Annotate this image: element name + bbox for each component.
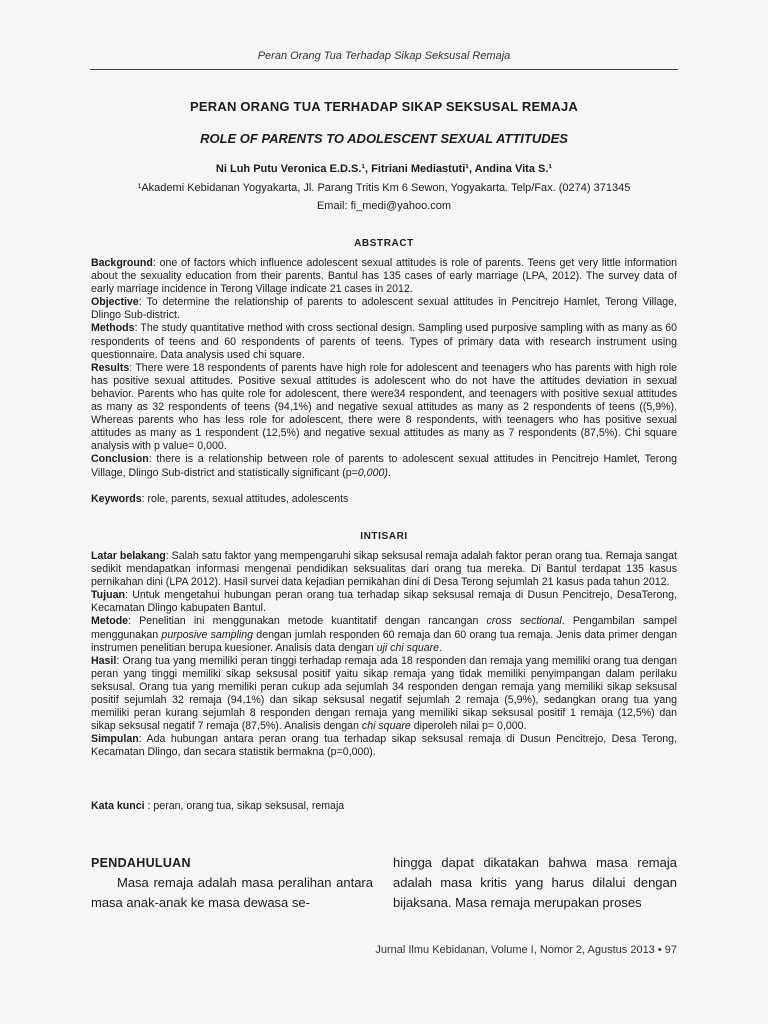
intisari-latar xyxy=(91,550,677,589)
body-paragraph: hingga dapat dikatakan bahwa masa remaja adalah masa kritis yang harus dilalui dengan bijaksana. Masa remaja merupakan proses xyxy=(393,855,677,911)
abstract-heading: ABSTRACT xyxy=(354,238,414,249)
intisari-hasil xyxy=(91,655,677,734)
abstract-objective xyxy=(91,296,677,322)
email: Email: fi_medi@yahoo.com xyxy=(316,200,452,212)
p-value: 0,000) xyxy=(357,466,388,479)
label: Tujuan xyxy=(91,589,125,602)
label: Latar belakang xyxy=(91,550,166,562)
italic-term: uji chi square xyxy=(376,641,440,654)
running-head: Peran Orang Tua Terhadap Sikap Seksusal Remaja xyxy=(257,50,511,62)
label: Background xyxy=(91,257,153,269)
label: Results xyxy=(91,361,130,374)
label: Methods xyxy=(91,322,135,335)
italic-term: purposive sampling xyxy=(161,628,254,641)
affiliation: ¹Akademi Kebidanan Yogyakarta, Jl. Parang Tritis Km 6 Sewon, Yogyakarta. Telp/Fax. (0274) 371345 xyxy=(137,182,631,194)
text: : Untuk mengetahui hubungan peran orang tua terhadap sikap seksusal remaja di Dusun Pencitrejo, DesaTerong, Kecamatan Dlingo kabupaten Bantul. xyxy=(91,589,677,615)
intisari-keywords xyxy=(91,800,677,812)
intisari-body xyxy=(91,550,677,760)
text: : Orang tua yang memiliki peran tinggi terhadap remaja ada 18 responden dan remaja yang memiliki orang tua dengan peran yang tinggi memiliki sikap seksusal positif yaitu sikap remaja yang tidak memiliki penyimpangan dalam perilaku seksusal. Orang tua yang memiliki peran cukup ada sejumlah 34 responden dengan remaja yang memiliki sikap seksusal positif sejumlah 32 remaja (94,1%) dan sikap seksusal negatif sejumlah 2 remaja (5,9%), sedangkan orang tua yang memiliki peran kurang sejumlah 8 responden dengan remaja yang memiliki sikap seksusal positif 1 remaja (12,5%) dan sikap seksusal negatif 7 remaja (87,5%). Analisis dengan xyxy=(91,654,677,733)
text: : There were 18 respondents of parents have high role for adolescent and teenagers who has parents with high role has positive sexual attitudes. Positive sexual attitudes is adolescent who do not have the attitudes deviation in sexual behavior. Parents who has quite role for adolescent, there were34 respondent, and teenagers with positive sexual attitudes as many as 32 respondents of teens (94,1%) and negative sexual attitudes as many as 2 respondents of teens ((5,9%). Whereas parents who has less role for adolescent, there were 8 respondents, with teenagers who has positive sexual attitudes as many as 1 respondent (12,5%) and negative sexual attitudes as many as 7 respondents (87,5%). Chi square analysis with p value= 0,000. xyxy=(91,361,677,453)
text: : role, parents, sexual attitudes, adolescents xyxy=(141,493,349,505)
abstract-background xyxy=(91,257,677,296)
intisari-metode xyxy=(91,615,677,654)
intisari-simpulan xyxy=(91,733,677,759)
header-rule xyxy=(90,69,678,70)
abstract-body xyxy=(91,257,677,480)
text: : The study quantitative method with cross sectional design. Sampling used purposive sampling with as many as 60 respondents of teens and 60 respondents of parents of teens. Types of primary data with research instrument using questionnaire. Data analysis used chi square. xyxy=(91,322,677,361)
body-column-right xyxy=(393,853,677,914)
label: Conclusion xyxy=(91,453,149,466)
text: : one of factors which influence adolescent sexual attitudes is role of parents. Teens get very little information about the sexuality education from their parents. Bantul has 135 cases of early marriage (LPA, 2012). The survey data of early marriage incidence in Terong Village indicate 21 cases in 2012. xyxy=(91,257,677,296)
text: : Ada hubungan antara peran orang tua terhadap sikap seksusal remaja di Dusun Pencitrejo, Desa Terong, Kecamatan Dlingo, dan secara statistik bermakna (p=0,000). xyxy=(91,733,677,759)
italic-term: chi square xyxy=(361,720,411,733)
text: diperoleh nilai p= 0,000. xyxy=(410,720,527,733)
page-footer: Jurnal Ilmu Kebidanan, Volume I, Nomor 2, Agustus 2013 • 97 xyxy=(375,944,677,956)
abstract-keywords xyxy=(91,493,677,505)
authors: Ni Luh Putu Veronica E.D.S.¹, Fitriani Mediastuti¹, Andina Vita S.¹ xyxy=(215,163,553,175)
label: Keywords xyxy=(91,493,142,505)
abstract-methods xyxy=(91,322,677,361)
intisari-heading: INTISARI xyxy=(360,531,408,542)
section-heading: PENDAHULUAN xyxy=(91,856,191,870)
title-indonesian: PERAN ORANG TUA TERHADAP SIKAP SEKSUSAL REMAJA xyxy=(190,99,578,114)
text: : Penelitian ini menggunakan metode kuantitatif dengan rancangan xyxy=(128,615,487,628)
label: Hasil xyxy=(91,654,117,667)
text: . xyxy=(439,641,443,654)
label: Objective xyxy=(91,296,139,309)
intisari-tujuan xyxy=(91,589,677,615)
abstract-conclusion xyxy=(91,453,677,479)
label: Kata kunci xyxy=(91,800,145,812)
label: Simpulan xyxy=(91,733,139,746)
abstract-results xyxy=(91,362,677,454)
body-paragraph: Masa remaja adalah masa peralihan antara masa anak-anak ke masa dewasa se- xyxy=(91,875,373,911)
text: : peran, orang tua, sikap seksusal, remaja xyxy=(144,800,345,812)
italic-term: cross sectional xyxy=(486,615,562,628)
text: : To determine the relationship of parents to adolescent sexual attitudes in Pencitrejo Hamlet, Terong Village, Dlingo Sub-district. xyxy=(91,296,677,322)
text: . Pengambilan sampel menggunakan xyxy=(91,615,677,641)
text: dengan jumlah responden 60 remaja dan 60 orang tua remaja. Jenis data primer dengan instrumen penelitian berupa kuesioner. Analisis data dengan xyxy=(91,628,677,654)
text: : there is a relationship between role of parents to adolescent sexual attitudes in Pencitrejo Hamlet, Terong Village, Dlingo Sub-district and statistically significant (p= xyxy=(91,453,677,479)
label: Metode xyxy=(91,615,129,628)
text-end: . xyxy=(387,466,391,479)
body-column-left xyxy=(91,853,373,914)
text: : Salah satu faktor yang mempengaruhi sikap seksusal remaja adalah faktor peran orang tua. Remaja sangat sedikit mendapatkan informasi mengenai pendidikan seksualitas dari orang tua mereka. Di Bantul terdapat 135 kasus pernikahan dini (LPA 2012). Hasil survei data kejadian pernikahan dini di Desa Terong sejumlah 21 kasus pada tahun 2012. xyxy=(91,550,677,589)
title-english: ROLE OF PARENTS TO ADOLESCENT SEXUAL ATTITUDES xyxy=(200,131,568,146)
